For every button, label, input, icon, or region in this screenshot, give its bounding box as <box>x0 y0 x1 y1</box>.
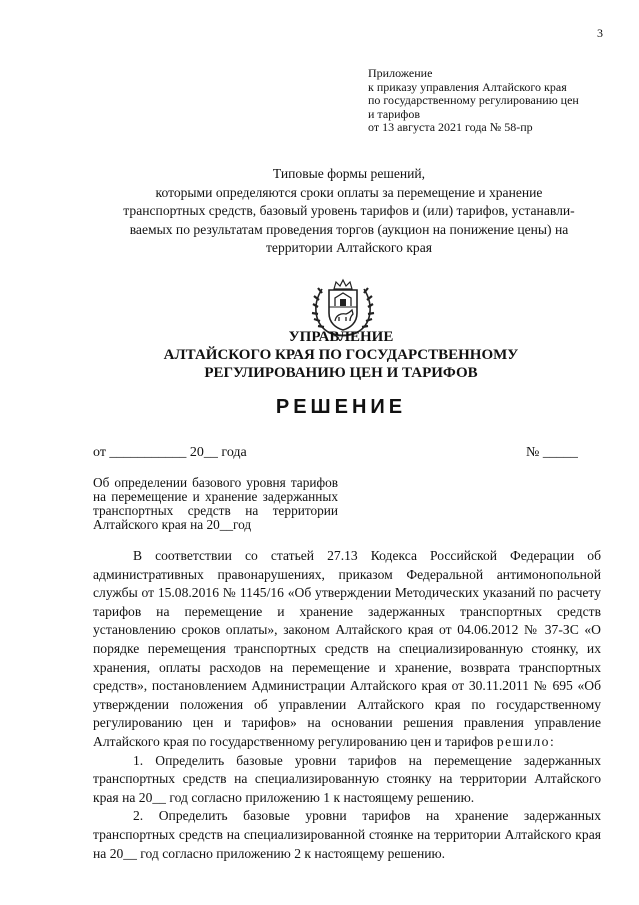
number-line: № _____ <box>526 445 578 460</box>
forms-title-line: территории Алтайского края <box>265 240 433 256</box>
organization-line: РЕГУЛИРОВАНИЮ ЦЕН И ТАРИФОВ <box>204 365 478 381</box>
page-number: 3 <box>597 26 603 40</box>
date-line: от ___________ 20__ года <box>93 445 247 460</box>
organization-line: АЛТАЙСКОГО КРАЯ ПО ГОСУДАРСТВЕННОМУ <box>163 347 519 363</box>
organization-name <box>120 328 562 382</box>
decision-item: 1. Определить базовые уровни тарифов на перемещение задержанных транспортных средств на специализированную стоянку на территории Алтайского края на 20__ год согласно приложению 1 к настоящему решению. <box>93 752 601 805</box>
forms-title-line: Типовые формы решений, <box>272 166 426 181</box>
appendix-line: от 13 августа 2021 года № 58-пр <box>368 120 533 135</box>
preamble-text: В соответствии со статьей 27.13 Кодекса Российской Федерации об административных правонарушениях, приказом Федеральной антимонопольной службы от 15.08.2016 № 1145/16 «Об утверждении Методических указаний по расчету тарифов на перемещение и хранение задержанных транспортных средств установлению сроков оплаты», законом Алтайского края от 04.06.2012 № 37-ЗС «О порядке перемещения транспортных средств на специализированную стоянку, их хранения, оплаты расходов на перемещение и хранение, возврата транспортных средств», постановлением Администрации Алтайского края от 30.11.2011 № 695 «Об утверждении положения об управлении Алтайского края по государственному регулированию цен и тарифов» на основании решения правления управление Алтайского края по государственному регулированию цен и тарифов <box>93 548 601 749</box>
document-type: РЕШЕНИЕ <box>275 396 407 418</box>
appendix-header <box>368 67 618 135</box>
preamble-paragraph: В соответствии со статьей 27.13 Кодекса Российской Федерации об административных правонарушениях, приказом Федеральной антимонопольной службы от 15.08.2016 № 1145/16 «Об утверждении Методических указаний по расчету тарифов на перемещение и хранение задержанных транспортных средств установлению сроков оплаты», законом Алтайского края от 04.06.2012 № 37-ЗС «О порядке перемещения транспортных средств на специализированную стоянку, их хранения, оплаты расходов на перемещение и хранение, возврата транспортных средств», постановлением Администрации Алтайского края от 30.11.2011 № 695 «Об утверждении положения об управлении Алтайского края по государственному регулированию цен и тарифов» на основании решения правления управление Алтайского края по государственному регулированию цен и тарифов решило: <box>93 548 601 749</box>
forms-title-line: транспортных средств, базовый уровень тарифов и (или) тарифов, устанавли- <box>123 203 575 219</box>
decision-subject: Об определении базового уровня тарифов на перемещение и хранение задержанных транспортных средств на территории Алтайского края на 20__год <box>93 475 338 532</box>
forms-title <box>95 165 603 258</box>
forms-title-line: ваемых по результатам проведения торгов (аукцион на понижение цены) на <box>129 221 569 237</box>
appendix-line: к приказу управления Алтайского края <box>368 79 567 94</box>
decision-item: 2. Определить базовые уровни тарифов на хранение задержанных транспортных средств на специализированной стоянке на территории Алтайского края на 20__ год согласно приложению 2 к настоящему решению. <box>93 808 601 861</box>
appendix-line: и тарифов <box>368 106 421 121</box>
organization-line: УПРАВЛЕНИЕ <box>288 329 394 345</box>
decided-word: решило <box>496 733 550 749</box>
appendix-line: по государственному регулированию цен <box>368 93 579 108</box>
forms-title-line: которыми определяются сроки оплаты за перемещение и хранение <box>155 184 543 200</box>
appendix-line: Приложение <box>368 66 433 80</box>
decision-body <box>93 547 601 863</box>
